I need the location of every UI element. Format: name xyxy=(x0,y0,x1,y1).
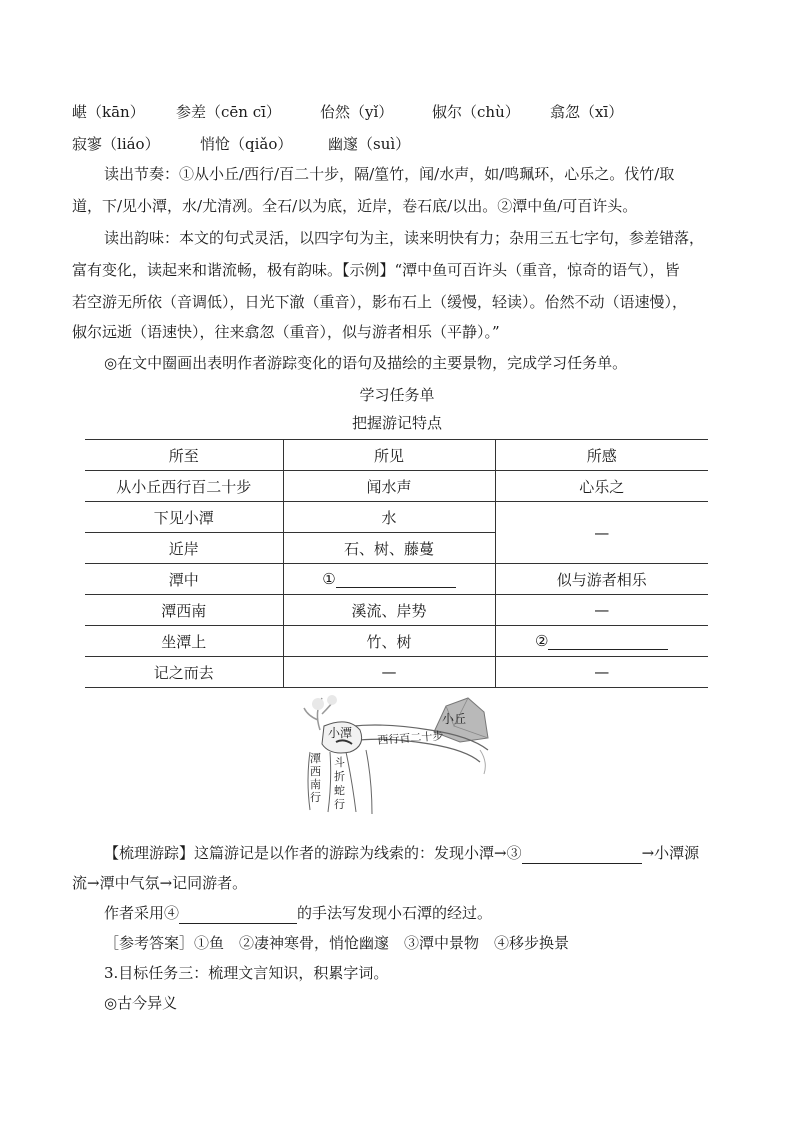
pron-item: 佁然（yǐ） xyxy=(320,103,394,121)
leaf-icon xyxy=(312,698,324,710)
header-cell: 所感 xyxy=(495,440,708,471)
blank-marker: ① xyxy=(322,570,336,588)
table-cell: 坐潭上 xyxy=(85,626,283,657)
rhythm-line-2: 道，下/见小潭，水/尤清冽。全石/以为底，近岸，卷石底/以出。②潭中鱼/可百许头。 xyxy=(72,197,638,215)
table-header-row xyxy=(85,440,708,471)
pron-item: 参差（cēn cī） xyxy=(176,103,281,121)
header-cell: 所至 xyxy=(85,440,283,471)
table-cell: 闻水声 xyxy=(283,471,495,502)
table-cell: — xyxy=(495,595,708,626)
table-subtitle: 把握游记特点 xyxy=(351,414,442,432)
pron-item: 翕忽（xī） xyxy=(550,103,624,121)
table-cell-merged: — xyxy=(495,502,708,564)
rhythm-line-1: 读出节奏：①从小丘/西行/百二十步，隔/篁竹，闻/水声，如/鸣珮环，心乐之。伐竹/取 xyxy=(104,165,675,183)
map-label-southwest: 潭西南行 xyxy=(310,752,321,804)
map-label-pool: 小潭 xyxy=(328,726,353,740)
pronunciation-row-2 xyxy=(72,133,410,154)
fill-blank-4[interactable] xyxy=(179,905,297,924)
table-cell: 水 xyxy=(283,502,495,533)
instruction: ◎在文中圈画出表明作者游踪变化的语句及描绘的主要景物，完成学习任务单。 xyxy=(104,354,628,372)
route-line-1: 【梳理游踪】这篇游记是以作者的游踪为线索的：发现小潭→③ →小潭源 xyxy=(104,844,700,862)
pron-item: 俶尔（chù） xyxy=(432,103,520,121)
pron-item: 幽邃（suì） xyxy=(328,135,411,153)
table-cell: 似与游者相乐 xyxy=(495,564,708,595)
table-row xyxy=(85,595,708,626)
table-cell: — xyxy=(283,657,495,688)
table-cell: 下见小潭 xyxy=(85,502,283,533)
route-line-2: 流→潭中气氛→记同游者。 xyxy=(72,874,248,892)
fill-blank-3[interactable] xyxy=(522,845,642,864)
table-cell: 潭西南 xyxy=(85,595,283,626)
section-heading: ◎古今异义 xyxy=(104,994,178,1012)
table-cell: 溪流、岸势 xyxy=(283,595,495,626)
table-cell xyxy=(283,564,495,595)
table-cell: 心乐之 xyxy=(495,471,708,502)
map-label-west-route: 西行百二十步 xyxy=(377,729,444,747)
pron-item: 悄怆（qiǎo） xyxy=(200,135,293,153)
table-row xyxy=(85,564,708,595)
table-cell: 记之而去 xyxy=(85,657,283,688)
table-cell: 石、树、藤蔓 xyxy=(283,533,495,564)
leaf-icon xyxy=(327,695,337,705)
table-row xyxy=(85,626,708,657)
pronunciation-row-1 xyxy=(72,101,623,122)
map-label-hill: 小丘 xyxy=(442,712,467,726)
table-cell: 竹、树 xyxy=(283,626,495,657)
table-cell: 从小丘西行百二十步 xyxy=(85,471,283,502)
map-label-stream: 斗折蛇行 xyxy=(334,756,345,811)
tree-branch-icon xyxy=(480,750,485,774)
table-cell: — xyxy=(495,657,708,688)
task-table xyxy=(85,439,708,688)
table-cell: 近岸 xyxy=(85,533,283,564)
table-row xyxy=(85,657,708,688)
method-line: 作者采用④ 的手法写发现小石潭的经过。 xyxy=(104,904,493,922)
table-row xyxy=(85,471,708,502)
charm-line-2: 富有变化，读起来和谐流畅，极有韵味。【示例】“潭中鱼可百许头（重音，惊奇的语气），皆 xyxy=(72,261,680,279)
charm-line-1: 读出韵味：本文的句式灵活，以四字句为主，读来明快有力；杂用三五七字句，参差错落， xyxy=(104,229,705,247)
route-map-illustration xyxy=(300,690,500,825)
table-row xyxy=(85,502,708,533)
reference-answer: ［参考答案］①鱼 ②凄神寒骨，悄怆幽邃 ③潭中景物 ④移步换景 xyxy=(104,934,570,952)
table-cell xyxy=(495,626,708,657)
fill-blank-1[interactable] xyxy=(336,571,456,588)
stream-path xyxy=(346,750,372,814)
charm-line-4: 俶尔远逝（语速快），往来翕忽（重音），似与游者相乐（平静）。” xyxy=(72,323,500,341)
blank-marker: ② xyxy=(535,632,549,650)
charm-line-3: 若空游无所依（音调低），日光下澈（重音），影布石上（缓慢，轻读）。佁然不动（语速慢）， xyxy=(72,293,688,311)
task-3-heading: 3.目标任务三：梳理文言知识，积累字词。 xyxy=(104,964,389,982)
pron-item: 寂寥（liáo） xyxy=(72,135,160,153)
header-cell: 所见 xyxy=(283,440,495,471)
pron-item: 嵁（kān） xyxy=(72,103,145,121)
fill-blank-2[interactable] xyxy=(548,633,668,650)
table-cell: 潭中 xyxy=(85,564,283,595)
table-title: 学习任务单 xyxy=(359,386,435,404)
